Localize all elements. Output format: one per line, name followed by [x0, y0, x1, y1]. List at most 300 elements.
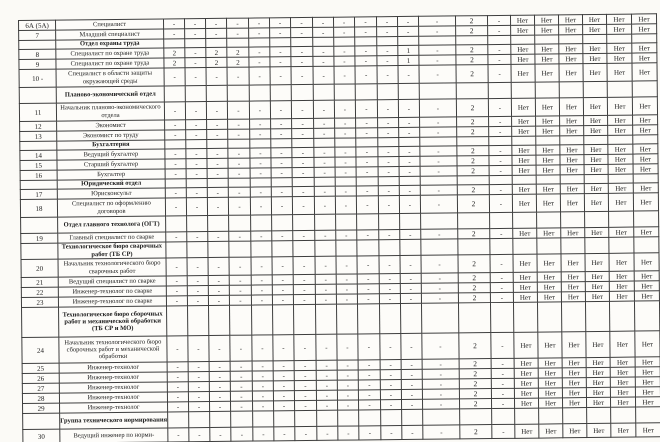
value-cell: - [313, 27, 334, 37]
value-cell: - [354, 17, 376, 27]
value-cell: - [250, 158, 271, 168]
quantity-cell: 2 [457, 156, 489, 166]
value-cell: - [317, 426, 338, 440]
value-cell: - [336, 274, 357, 284]
value-cell: - [273, 391, 294, 401]
value-cell: - [401, 333, 422, 359]
net-cell: Нет [584, 193, 608, 211]
value-cell [355, 37, 377, 46]
value-cell: - [185, 29, 206, 39]
dash-cell: - [491, 398, 514, 408]
value-cell: - [422, 359, 459, 369]
value-cell [400, 213, 421, 229]
net-cell: Нет [511, 25, 535, 35]
net-cell: Нет [609, 253, 634, 271]
value-cell: - [207, 197, 228, 215]
value-cell: - [336, 294, 357, 304]
value-cell [207, 178, 228, 187]
net-cell: Нет [560, 126, 584, 136]
net-cell [559, 35, 583, 44]
net-cell: Нет [560, 184, 584, 194]
value-cell: - [315, 256, 336, 274]
value-cell: 1 [398, 55, 419, 65]
net-cell: Нет [537, 228, 561, 238]
dash-cell: - [488, 54, 511, 64]
position-title-cell: Младший специалист [56, 29, 164, 40]
value-cell [231, 411, 253, 427]
net-cell: Нет [539, 424, 563, 438]
net-cell: Нет [610, 367, 635, 377]
value-cell [356, 177, 378, 186]
value-cell: - [271, 158, 292, 168]
value-cell: - [338, 426, 359, 440]
value-cell: - [165, 130, 186, 140]
value-cell: - [166, 286, 187, 296]
net-cell: Нет [561, 272, 585, 282]
value-cell: - [419, 55, 456, 65]
value-cell: - [419, 45, 456, 55]
net-cell: Нет [536, 155, 560, 165]
net-cell: Нет [635, 377, 660, 387]
value-cell [399, 176, 420, 185]
value-cell: - [251, 285, 272, 295]
value-cell: - [399, 166, 420, 176]
position-title-cell: Юрисконсульт [57, 188, 165, 199]
value-cell: 2 [227, 47, 249, 57]
value-cell: - [187, 232, 208, 242]
value-cell [420, 137, 457, 146]
position-title-cell: Экономист [57, 120, 165, 131]
net-cell: Нет [514, 368, 538, 378]
position-title-cell: Бухгалтер [57, 169, 165, 180]
value-cell: - [208, 275, 229, 285]
value-cell: - [380, 380, 401, 390]
value-cell: - [270, 47, 291, 57]
value-cell: - [399, 195, 420, 213]
value-cell: - [250, 168, 271, 178]
net-cell: Нет [535, 64, 559, 82]
net-cell: Нет [610, 387, 635, 397]
value-cell: - [186, 188, 207, 198]
value-cell: - [378, 157, 399, 167]
value-cell: - [228, 119, 250, 129]
value-cell: - [292, 118, 314, 128]
value-cell: - [315, 294, 336, 304]
value-cell [187, 216, 208, 232]
value-cell: - [228, 197, 250, 215]
net-cell [511, 82, 535, 98]
position-title-cell: Инженер-технолог [60, 402, 168, 413]
net-cell: Нет [512, 194, 536, 212]
value-cell: - [188, 362, 209, 372]
value-cell [189, 412, 210, 428]
dash-cell: - [489, 155, 512, 165]
value-cell: - [248, 18, 269, 28]
value-cell: - [359, 426, 381, 440]
value-cell: - [292, 186, 314, 196]
value-cell [165, 179, 186, 188]
row-number-cell: 25 [22, 363, 59, 373]
value-cell: - [207, 187, 228, 197]
value-cell: - [356, 118, 378, 128]
value-cell: - [251, 231, 272, 241]
dash-cell [490, 212, 513, 228]
value-cell: - [168, 402, 189, 412]
value-cell: - [185, 102, 206, 120]
value-cell: - [335, 167, 356, 177]
net-cell: Нет [561, 228, 585, 238]
row-number-cell [19, 87, 56, 103]
value-cell [250, 139, 271, 148]
value-cell [229, 241, 251, 257]
position-title-cell: Начальник планово-экономического отдела [56, 102, 164, 121]
value-cell: - [206, 101, 227, 119]
net-cell [608, 135, 633, 144]
row-number-cell [21, 243, 58, 259]
row-number-cell [20, 141, 57, 150]
value-cell: - [168, 428, 189, 442]
value-cell [253, 411, 274, 427]
net-cell: Нет [535, 44, 559, 54]
net-cell [587, 407, 611, 423]
value-cell [357, 240, 379, 256]
value-cell [187, 242, 208, 258]
net-cell: Нет [609, 271, 634, 281]
value-cell: - [335, 186, 356, 196]
quantity-cell: 2 [459, 399, 491, 409]
value-cell: - [164, 68, 185, 86]
value-cell [291, 84, 313, 100]
position-title-cell: Технологическое бюро сборочных работ и механической обработки (ТБ СР и МО) [59, 306, 167, 337]
value-cell: - [379, 294, 400, 304]
row-number-cell: 20 [21, 259, 58, 277]
value-cell: - [270, 67, 291, 85]
value-cell: - [398, 65, 419, 83]
position-title-cell: Специалист [56, 19, 164, 30]
position-title-cell: Технологическое бюро сварочных работ (ТБ СР) [58, 242, 166, 259]
value-cell [206, 85, 227, 101]
value-cell [167, 306, 188, 336]
net-cell: Нет [559, 54, 583, 64]
value-cell: - [335, 128, 356, 138]
quantity-cell: 2 [456, 26, 488, 36]
value-cell: - [420, 195, 457, 213]
value-cell: - [273, 371, 294, 381]
row-number-cell: 30 [23, 429, 60, 442]
value-cell: - [186, 169, 207, 179]
quantity-cell [457, 176, 489, 185]
row-number-cell [19, 40, 56, 49]
net-cell: Нет [538, 388, 562, 398]
value-cell [335, 177, 356, 186]
position-title-cell: Главный специалист по сварке [58, 232, 166, 243]
net-cell [539, 408, 563, 424]
position-title-cell: Ведущий инженер по норми- [60, 428, 168, 442]
net-cell [611, 407, 636, 423]
value-cell: - [188, 392, 209, 402]
value-cell: - [356, 128, 378, 138]
value-cell: - [313, 46, 334, 56]
value-cell [227, 38, 249, 47]
net-cell: Нет [512, 145, 536, 155]
net-cell [513, 238, 537, 254]
value-cell: - [423, 425, 460, 439]
value-cell: - [378, 167, 399, 177]
value-cell: - [337, 380, 358, 390]
value-cell: - [292, 147, 314, 157]
value-cell [207, 139, 228, 148]
row-number-cell: 15 [20, 160, 57, 170]
value-cell: - [293, 230, 315, 240]
value-cell: 2 [206, 47, 227, 57]
position-title-cell: Инженер-технолог по сварке [58, 286, 166, 297]
dash-cell: - [489, 165, 512, 175]
net-cell: Нет [560, 194, 584, 212]
value-cell: - [314, 118, 335, 128]
net-cell: Нет [514, 388, 538, 398]
value-cell: - [249, 101, 270, 119]
net-cell: Нет [515, 424, 539, 438]
net-cell: Нет [558, 15, 582, 25]
value-cell [271, 178, 292, 187]
net-cell: Нет [514, 332, 538, 358]
value-cell: - [271, 187, 292, 197]
net-cell: Нет [513, 292, 537, 302]
value-cell [399, 137, 420, 146]
value-cell: - [166, 232, 187, 242]
dash-cell: - [489, 126, 512, 136]
net-cell [513, 212, 537, 228]
net-cell: Нет [513, 228, 537, 238]
value-cell [421, 303, 458, 333]
value-cell [292, 177, 314, 186]
value-cell [293, 240, 315, 256]
net-cell: Нет [561, 292, 585, 302]
net-cell [584, 135, 608, 144]
value-cell [274, 411, 295, 427]
net-cell: Нет [559, 64, 583, 82]
row-number-cell: 14 [20, 150, 57, 160]
value-cell: - [185, 58, 206, 68]
value-cell: - [358, 370, 380, 380]
value-cell [228, 178, 250, 187]
net-cell [584, 174, 608, 183]
value-cell [250, 178, 271, 187]
value-cell [317, 410, 338, 426]
row-number-cell: 29 [23, 403, 60, 413]
net-cell: Нет [560, 165, 584, 175]
value-cell: - [274, 427, 295, 441]
value-cell: - [230, 371, 252, 381]
quantity-cell: 2 [459, 389, 491, 399]
value-cell [377, 37, 398, 46]
value-cell [357, 304, 379, 334]
value-cell [356, 138, 378, 147]
dash-cell: - [489, 116, 512, 126]
net-cell: Нет [635, 397, 660, 407]
net-cell: Нет [562, 358, 586, 368]
value-cell: - [376, 17, 397, 27]
net-cell: Нет [635, 331, 660, 357]
value-cell: - [402, 425, 423, 439]
value-cell: - [314, 167, 335, 177]
value-cell: - [209, 361, 230, 371]
value-cell [186, 140, 207, 149]
net-cell [535, 82, 559, 98]
net-cell: Нет [610, 397, 635, 407]
value-cell: - [335, 147, 356, 157]
value-cell: - [205, 18, 226, 28]
position-title-cell: Отдел охраны труда [56, 39, 164, 49]
value-cell: - [313, 56, 334, 66]
net-cell: Нет [511, 44, 535, 54]
net-cell: Нет [586, 331, 610, 357]
value-cell: - [316, 380, 337, 390]
value-cell: - [315, 274, 336, 284]
value-cell [165, 140, 186, 149]
value-cell: - [378, 196, 399, 214]
net-cell [512, 136, 536, 145]
net-cell: Нет [607, 97, 632, 115]
net-cell: Нет [583, 97, 607, 115]
value-cell: - [292, 167, 314, 177]
value-cell [185, 39, 206, 48]
value-cell: - [250, 148, 271, 158]
row-number-cell [22, 307, 59, 337]
position-title-cell: Старший бухгалтер [57, 159, 165, 170]
value-cell: - [166, 258, 187, 276]
net-cell: Нет [562, 398, 586, 408]
value-cell: - [252, 335, 273, 361]
value-cell: - [273, 361, 294, 371]
value-cell: - [314, 147, 335, 157]
value-cell: - [422, 369, 459, 379]
value-cell: - [163, 19, 184, 29]
value-cell [185, 86, 206, 102]
value-cell: - [294, 380, 316, 390]
value-cell: - [401, 379, 422, 389]
table-body [19, 14, 660, 442]
value-cell: 2 [227, 57, 249, 67]
dash-cell: - [488, 25, 511, 35]
value-cell: - [186, 149, 207, 159]
value-cell: - [166, 296, 187, 306]
value-cell: - [337, 334, 358, 360]
net-cell: Нет [562, 388, 586, 398]
row-number-cell: 22 [21, 287, 58, 297]
value-cell: - [164, 29, 185, 39]
value-cell: - [377, 56, 398, 66]
net-cell: Нет [609, 227, 634, 237]
quantity-cell: 2 [458, 283, 490, 293]
value-cell: 2 [206, 57, 227, 67]
net-cell: Нет [562, 368, 586, 378]
net-cell: Нет [513, 282, 537, 292]
value-cell: - [293, 294, 315, 304]
net-cell: Нет [585, 227, 609, 237]
value-cell [336, 214, 357, 230]
value-cell: - [419, 99, 456, 117]
value-cell: - [253, 427, 274, 441]
quantity-cell: 2 [457, 195, 489, 213]
net-cell: Нет [537, 292, 561, 302]
value-cell: - [250, 197, 271, 215]
net-cell: Нет [585, 253, 609, 271]
value-cell: - [419, 65, 456, 83]
value-cell [208, 241, 229, 257]
value-cell: - [271, 148, 292, 158]
row-number-cell: 6А (5А) [19, 20, 56, 30]
staffing-table-wrapper [18, 13, 660, 442]
net-cell: Нет [635, 367, 660, 377]
value-cell: - [188, 382, 209, 392]
net-cell [535, 35, 559, 44]
value-cell: - [189, 428, 210, 442]
value-cell: 2 [164, 58, 185, 68]
value-cell [381, 410, 402, 426]
value-cell: - [229, 257, 251, 275]
value-cell: - [355, 66, 377, 84]
row-number-cell [20, 180, 57, 189]
net-cell: Нет [538, 368, 562, 378]
value-cell: - [186, 120, 207, 130]
value-cell [186, 179, 207, 188]
value-cell: - [398, 26, 419, 36]
value-cell: - [251, 275, 272, 285]
value-cell: - [165, 198, 186, 216]
quantity-cell: 2 [457, 166, 489, 176]
value-cell: - [208, 231, 229, 241]
value-cell: - [227, 101, 249, 119]
value-cell: - [381, 426, 402, 440]
value-cell: 1 [398, 45, 419, 55]
value-cell: - [187, 258, 208, 276]
net-cell: Нет [561, 282, 585, 292]
quantity-cell [458, 213, 490, 229]
net-cell: Нет [608, 193, 633, 211]
value-cell: - [210, 427, 231, 441]
value-cell: - [207, 129, 228, 139]
value-cell: - [253, 401, 274, 411]
dash-cell [490, 238, 513, 254]
net-cell [609, 211, 634, 227]
value-cell: - [337, 370, 358, 380]
value-cell: - [378, 147, 399, 157]
net-cell: Нет [535, 54, 559, 64]
net-cell [561, 238, 585, 254]
value-cell [423, 409, 460, 425]
net-cell [634, 301, 659, 331]
row-number-cell: 24 [22, 337, 59, 363]
value-cell [293, 214, 315, 230]
value-cell: - [335, 118, 356, 128]
value-cell: - [269, 18, 290, 28]
position-title-cell: Инженер-технолог [59, 382, 167, 393]
value-cell: - [209, 381, 230, 391]
value-cell: - [400, 255, 421, 273]
quantity-cell [460, 409, 492, 425]
net-cell: Нет [537, 272, 561, 282]
value-cell [419, 36, 456, 45]
position-title-cell: Специалист по охране труда [56, 58, 164, 69]
net-cell: Нет [587, 423, 611, 437]
net-cell: Нет [510, 15, 534, 25]
value-cell: - [229, 231, 251, 241]
quantity-cell: 2 [456, 55, 488, 65]
quantity-cell: 2 [458, 273, 490, 283]
value-cell [379, 214, 400, 230]
row-number-cell: 12 [20, 121, 57, 131]
